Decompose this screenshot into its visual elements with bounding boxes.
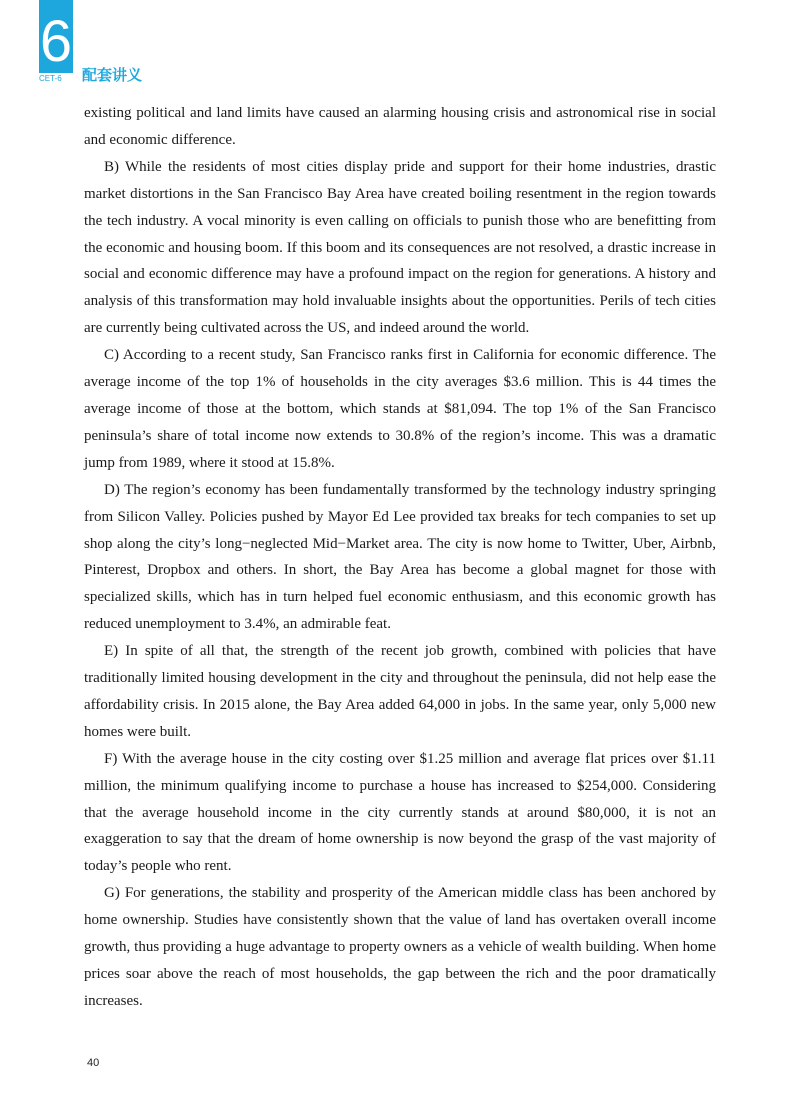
article-body xyxy=(84,100,716,1015)
paragraph-d: D) The region’s economy has been fundamentally transformed by the technology industry springing from Silicon Valley. Policies pushed by Mayor Ed Lee provided tax breaks for tech companies to set up shop along the city’s long−neglected Mid−Market area. The city is now home to Twitter, Uber, Airbnb, Pinterest, Dropbox and others. In short, the Bay Area has become a global magnet for those with specialized skills, which has in turn helped fuel economic enthusiasm, and this economic growth has reduced unemployment to 3.4%, an admirable feat. xyxy=(84,481,716,633)
paragraph-continued: existing political and land limits have caused an alarming housing crisis and astronomical rise in social and economic difference. xyxy=(84,105,716,148)
paragraph-g: G) For generations, the stability and prosperity of the American middle class has been anchored by home ownership. Studies have consistently shown that the value of land has overtaken overall income growth, thus providing a huge advantage to property owners as a vehicle of wealth building. When home prices soar above the reach of most households, the gap between the rich and the poor dramatically increases. xyxy=(84,885,716,1009)
handout-title: 配套讲义 xyxy=(82,66,143,84)
paragraph-b: B) While the residents of most cities display pride and support for their home industries, drastic market distortions in the San Francisco Bay Area have created boiling resentment in the region towards the tech industry. A vocal minority is even calling on officials to punish those who are benefitting from the economic and housing boom. If this boom and its consequences are not resolved, a drastic increase in social and economic difference may have a profound impact on the region for generations. A history and analysis of this transformation may hold invaluable insights about the opportunities. Perils of tech cities are currently being cultivated across the US, and indeed around the world. xyxy=(84,158,716,337)
chapter-badge xyxy=(39,0,73,73)
exam-tag: CET-6 xyxy=(39,74,62,83)
paragraph-e: E) In spite of all that, the strength of the recent job growth, combined with policies that have traditionally limited housing development in the city and throughout the peninsula, did not help ease the affordability crisis. In 2015 alone, the Bay Area added 64,000 in jobs. In the same year, only 5,000 new homes were built. xyxy=(84,643,716,740)
page-number: 40 xyxy=(87,1057,100,1069)
paragraph-f: F) With the average house in the city costing over $1.25 million and average flat prices over $1.11 million, the minimum qualifying income to purchase a house has increased to $254,000. Considering that the average household income in the city currently stands at around $80,000, it is not an exaggeration to say that the dream of home ownership is now beyond the grasp of the vast majority of today’s people who rent. xyxy=(84,750,716,875)
chapter-number: 6 xyxy=(39,9,73,74)
paragraph-c: C) According to a recent study, San Francisco ranks first in California for economic difference. The average income of the top 1% of households in the city averages $3.6 million. This is 44 times the average income of those at the bottom, which stands at $81,094. The top 1% of the San Francisco peninsula’s share of total income now extends to 30.8% of the region’s income. This was a dramatic jump from 1989, where it stood at 15.8%. xyxy=(84,347,716,471)
